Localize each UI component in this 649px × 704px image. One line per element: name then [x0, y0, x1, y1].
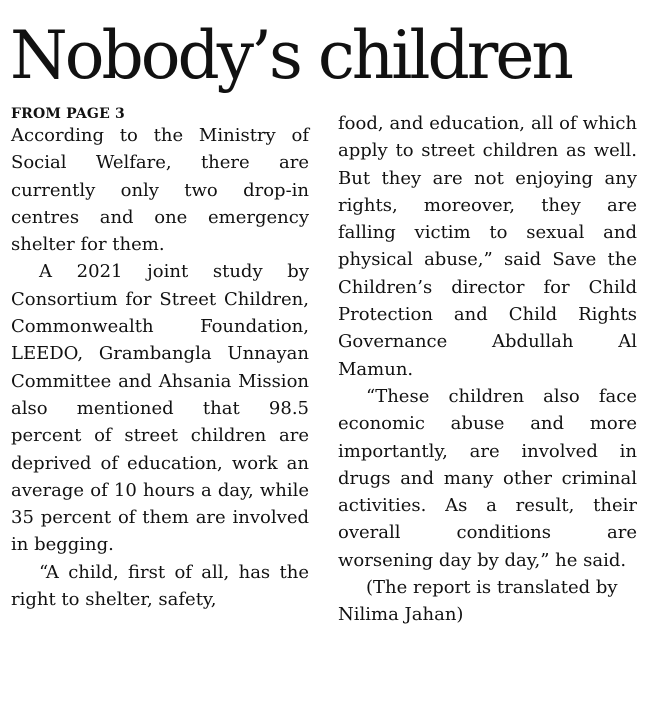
translation-credit: (The report is translated by Nilima Jahan) [338, 577, 618, 626]
body-paragraph: “A child, first of all, has the right to shelter, safety, [11, 561, 309, 611]
body-paragraph: “These children also face economic abuse and more importantly, are involved in drugs and many other criminal activities. As a result, their overall conditions are worsening day by day,” he said. [338, 385, 637, 571]
left-column [11, 106, 309, 613]
headline: Nobody’s children [10, 17, 571, 94]
jump-label: FROM PAGE 3 [11, 106, 125, 122]
right-column [338, 110, 637, 629]
body-paragraph: A 2021 joint study by Consortium for Street Children, Commonwealth Foundation, LEEDO, Grambangla Unnayan Committee and Ahsania Mission also mentioned that 98.5 percent of street children are deprived of education, work an average of 10 hours a day, while 35 percent of them are involved in begging. [11, 261, 309, 556]
body-paragraph: According to the Ministry of Social Welfare, there are currently only two drop-in centres and one emergency shelter for them. [11, 125, 309, 256]
body-paragraph: food, and education, all of which apply to street children as well. But they are not enjoying any rights, moreover, they are falling victim to sexual and physical abuse,” said Save the Children’s director for Child Protection and Child Rights Governance Abdullah Al Mamun. [338, 113, 637, 380]
